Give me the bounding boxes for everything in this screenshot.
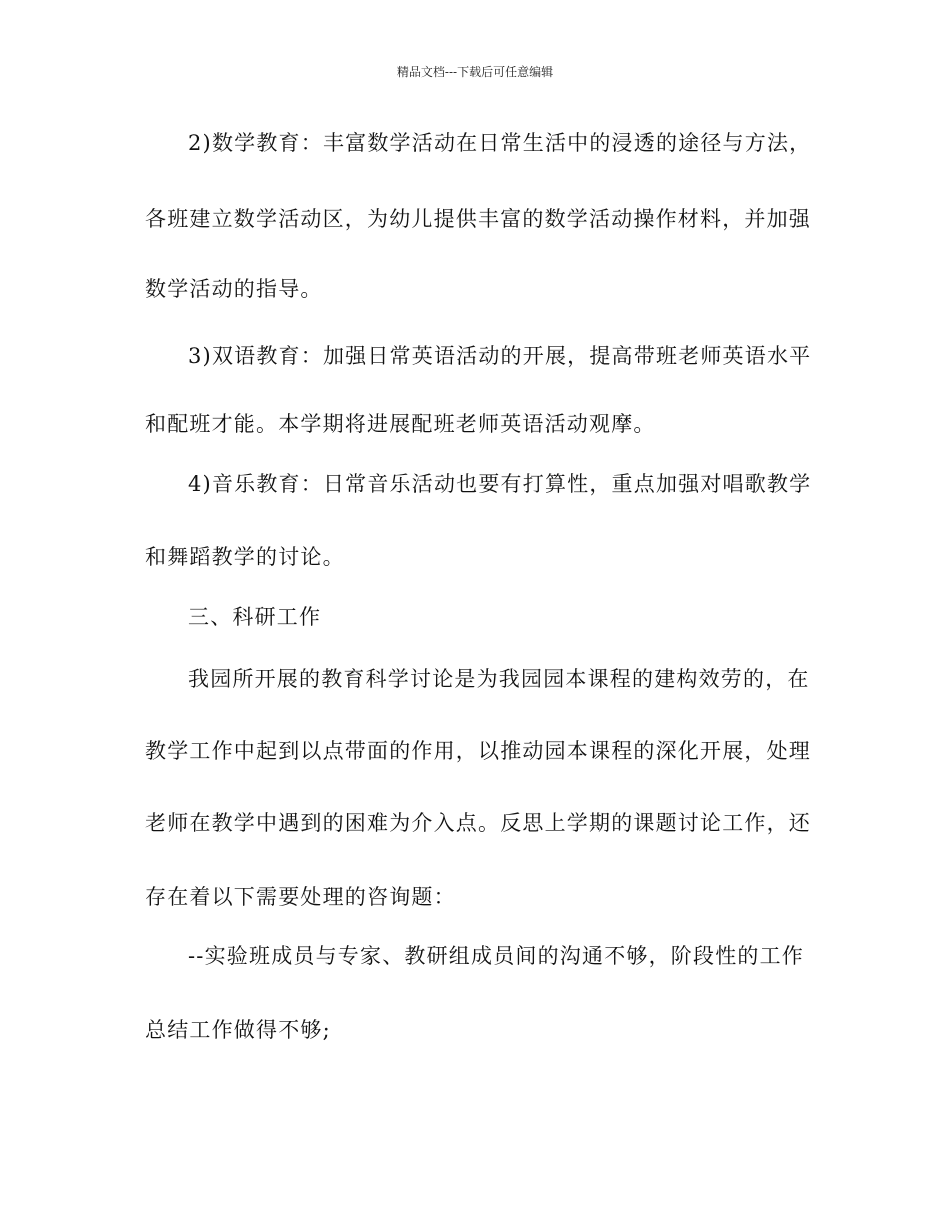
paragraph-line: 和舞蹈教学的讨论。 [145, 545, 345, 569]
paragraph-line: 总结工作做得不够; [145, 1018, 331, 1042]
paragraph-line: 我园所开展的教育科学讨论是为我园园本课程的建构效劳的，在 [188, 667, 810, 691]
page-header: 精品文档---下载后可任意编辑 [396, 65, 554, 79]
paragraph-line: --实验班成员与专家、教研组成员间的沟通不够，阶段性的工作 [188, 944, 804, 968]
paragraph-line: 各班建立数学活动区，为幼儿提供丰富的数学活动操作材料，并加强 [145, 207, 811, 231]
section-heading: 三、科研工作 [188, 605, 322, 629]
paragraph-line: 教学工作中起到以点带面的作用，以推动园本课程的深化开展，处理 [145, 739, 811, 763]
paragraph-line: 存在着以下需要处理的咨询题： [145, 885, 456, 909]
paragraph-line: 4)音乐教育：日常音乐活动也要有打算性，重点加强对唱歌教学 [188, 472, 812, 496]
paragraph-line: 2)数学教育：丰富数学活动在日常生活中的浸透的途径与方法， [188, 131, 812, 155]
paragraph-line: 数学活动的指导。 [145, 277, 323, 301]
paragraph-line: 和配班才能。本学期将进展配班老师英语活动观摩。 [145, 412, 656, 436]
paragraph-line: 3)双语教育：加强日常英语活动的开展，提高带班老师英语水平 [188, 344, 812, 368]
paragraph-line: 老师在教学中遇到的困难为介入点。反思上学期的课题讨论工作，还 [145, 811, 811, 835]
